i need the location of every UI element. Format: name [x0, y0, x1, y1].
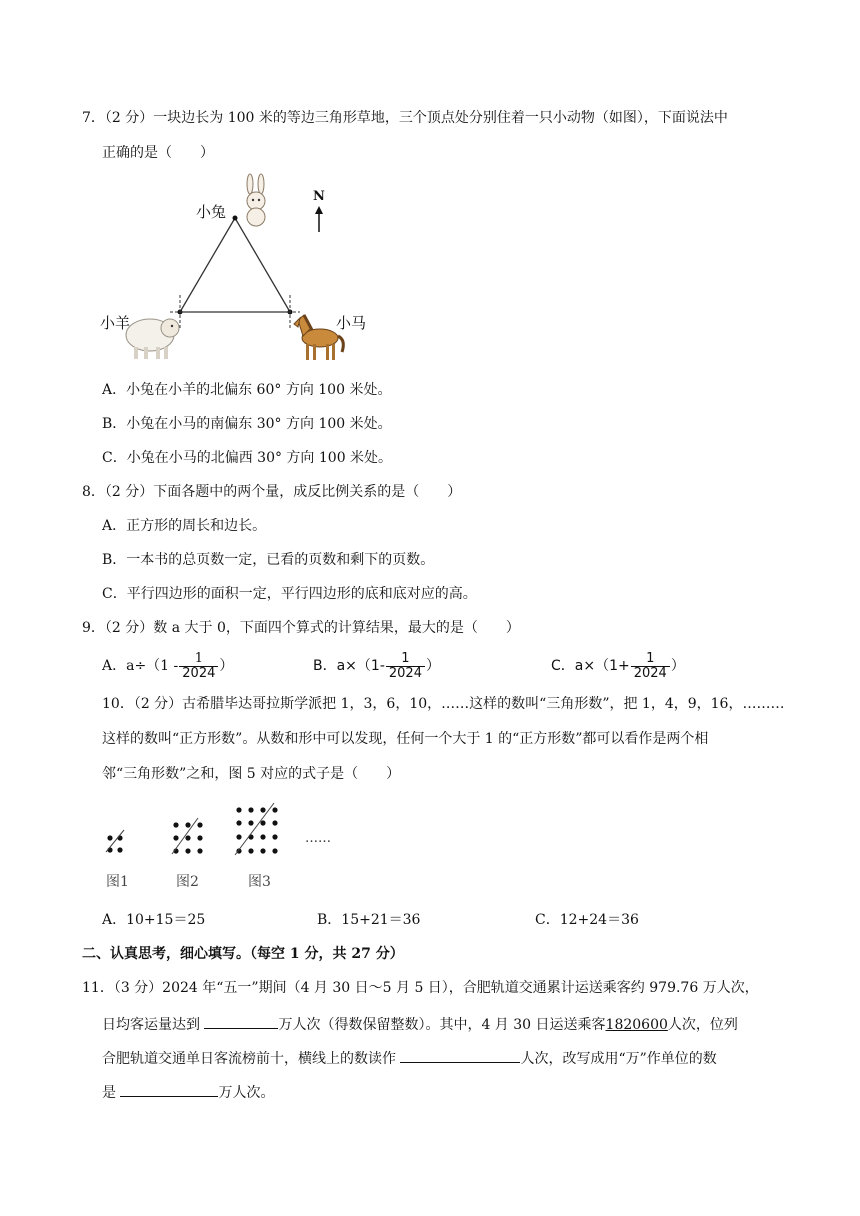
q8-option-b: B．一本书的总页数一定，已看的页数和剩下的页数。 — [102, 552, 435, 568]
q9-option-c: C．a×（1+ $\frac{1}{2024}$ ） — [551, 650, 685, 681]
q7-option-a: A．小兔在小羊的北偏东 60° 方向 100 米处。 — [102, 382, 392, 398]
q11-line3: 合肥轨道交通单日客流榜前十，横线上的数读作 人次，改写成用“万”作单位的数 — [102, 1046, 717, 1069]
answer-blank-3[interactable] — [120, 1080, 218, 1097]
fig-label-3: 图3 — [248, 874, 271, 890]
label-horse: 小马 — [336, 314, 367, 332]
q7-option-c: C．小兔在小马的北偏西 30° 方向 100 米处。 — [102, 450, 393, 466]
triangle-shape — [180, 218, 290, 312]
q7-stem-line1: 7．（2 分）一块边长为 100 米的等边三角形草地，三个顶点处分别住着一只小动物（如图），下面说法中 — [82, 110, 728, 126]
q11-line4: 是 万人次。 — [102, 1080, 274, 1103]
answer-blank-2[interactable] — [400, 1046, 520, 1063]
figure-3-dots — [235, 803, 278, 855]
q10-option-a: A．10+15＝25 — [102, 912, 206, 928]
q10-stem-line1: 10．（2 分）古希腊毕达哥拉斯学派把 1，3，6，10，……这样的数叫“三角形数”，把 1，4，9，16，……… — [102, 696, 785, 712]
q8-stem: 8．（2 分）下面各题中的两个量，成反比例关系的是（ ） — [82, 484, 462, 500]
q10-option-c: C．12+24＝36 — [535, 912, 639, 928]
q7-stem-line2: 正确的是（ ） — [102, 145, 214, 161]
vertex-rabbit — [233, 216, 238, 221]
q9-stem: 9．（2 分）数 a 大于 0，下面四个算式的计算结果，最大的是（ ） — [82, 620, 520, 636]
svg-text:N: N — [313, 189, 325, 204]
sheep-icon — [126, 319, 179, 359]
label-rabbit: 小兔 — [196, 203, 227, 221]
q11-line2: 日均客运量达到 万人次（得数保留整数）。其中，4 月 30 日运送乘客1820600人次，位列 — [102, 1012, 738, 1035]
dots-ellipsis: …… — [305, 831, 331, 846]
section-2-title: 二、认真思考，细心填写。（每空 1 分，共 27 分） — [82, 946, 404, 962]
q9-option-b: B．a×（1- $\frac{1}{2024}$ ） — [313, 650, 440, 681]
q8-option-a: A．正方形的周长和边长。 — [102, 518, 267, 534]
fig-label-1: 图1 — [106, 874, 129, 890]
fig-label-2: 图2 — [176, 874, 199, 890]
rabbit-icon — [247, 174, 265, 226]
q10-dot-figures — [98, 800, 358, 895]
q10-stem-line3: 邻“三角形数”之和，图 5 对应的式子是（ ） — [102, 766, 401, 782]
figure-1-dots — [106, 830, 124, 853]
answer-blank-1[interactable] — [204, 1012, 278, 1029]
north-arrow-icon — [313, 189, 325, 232]
q8-option-c: C．平行四边形的面积一定，平行四边形的底和底对应的高。 — [102, 586, 477, 602]
q11-line1: 11．（3 分）2024 年“五一”期间（4 月 30 日～5 月 5 日），合肥轨道交通累计运送乘客约 979.76 万人次， — [82, 980, 759, 996]
figure-2-dots — [172, 818, 203, 854]
q9-option-a: A．a÷（1 - $\frac{1}{2024}$ ） — [102, 650, 234, 681]
passenger-number: 1820600 — [605, 1017, 668, 1033]
q10-option-b: B．15+21＝36 — [317, 912, 421, 928]
q10-stem-line2: 这样的数叫“正方形数”。从数和形中可以发现，任何一个大于 1 的“正方形数”都可以看作是两个相 — [102, 731, 709, 747]
q7-triangle-figure — [98, 170, 367, 370]
q7-option-b: B．小兔在小马的南偏东 30° 方向 100 米处。 — [102, 416, 392, 432]
label-sheep: 小羊 — [100, 314, 131, 332]
